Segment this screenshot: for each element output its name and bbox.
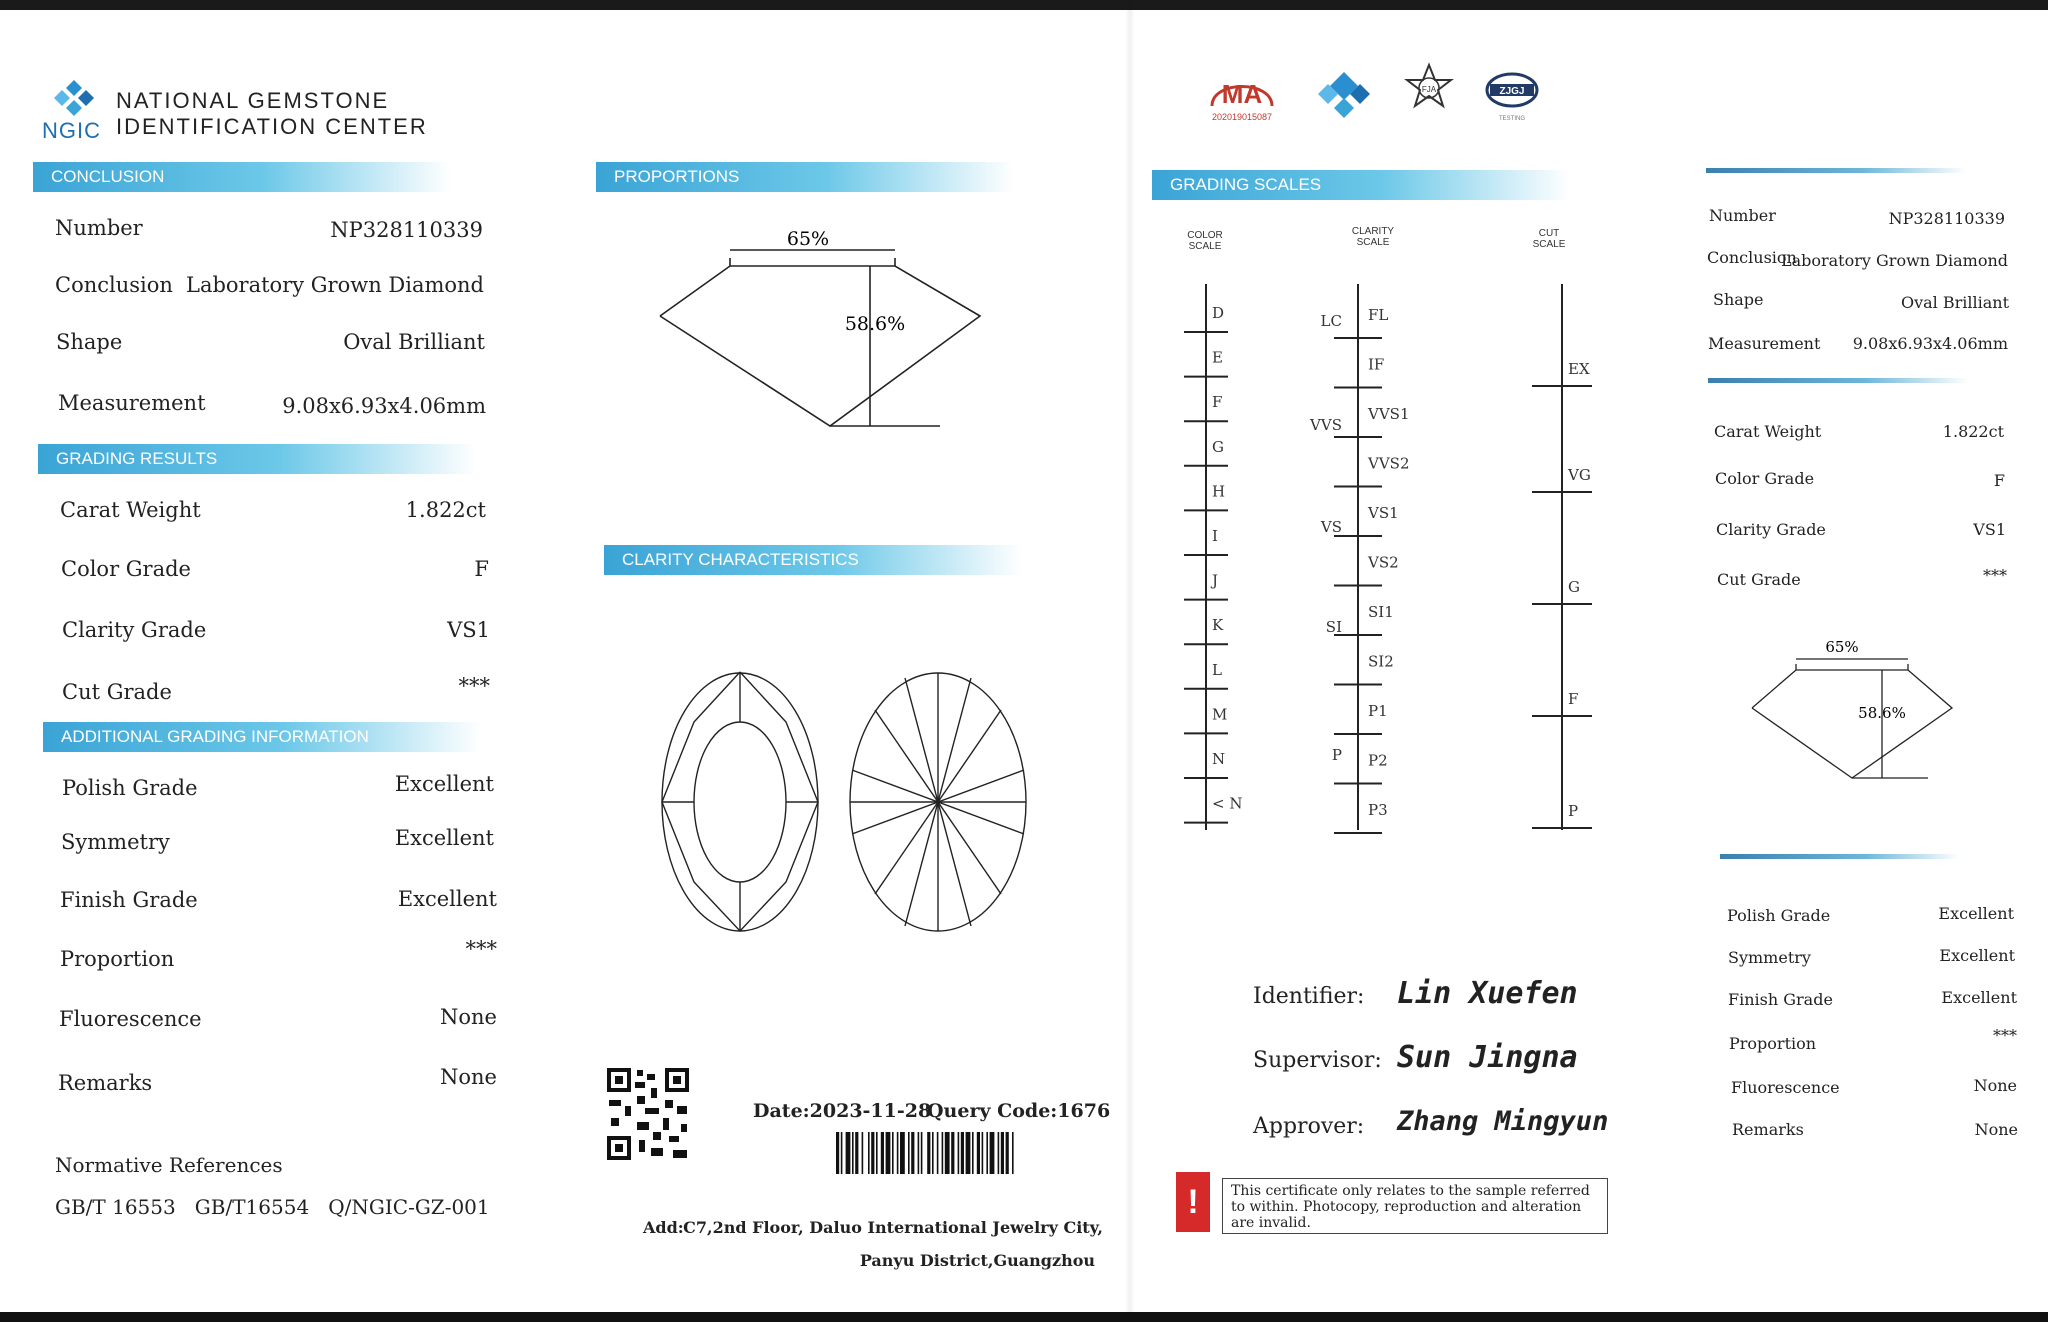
approver-label: Approver:	[1253, 1114, 1365, 1139]
clarity-group-label: VVS	[1310, 416, 1342, 434]
clarity-scale-label: FL	[1368, 306, 1389, 324]
validity-notice	[1176, 1170, 1620, 1242]
color-scale-label: < N	[1212, 794, 1243, 813]
summary-symmetry-value: Excellent	[1939, 946, 2015, 965]
summary-proportion-row	[1729, 1026, 2017, 1058]
polish-grade-value: Excellent	[394, 772, 494, 796]
diamond-logo-icon	[52, 78, 96, 118]
proportion-row	[60, 937, 497, 977]
references-value: GB/T 16553 GB/T16554 Q/NGIC-GZ-001	[55, 1195, 490, 1219]
remarks-label: Remarks	[58, 1071, 153, 1095]
symmetry-row	[61, 826, 494, 860]
summary-polish-row	[1727, 906, 2014, 930]
summary-shape-value: Oval Brilliant	[1900, 293, 2009, 312]
barcode-bar	[868, 1132, 870, 1174]
summary-number-label: Number	[1709, 206, 1776, 225]
summary-clarity-value: VS1	[1973, 520, 2006, 539]
summary-proportions-diagram	[1752, 634, 1952, 784]
barcode-bar	[921, 1132, 923, 1174]
measurement-label: Measurement	[58, 391, 206, 415]
address-line2: Panyu District,Guangzhou	[859, 1251, 1095, 1270]
clarity-plot	[660, 670, 1030, 935]
identifier-label: Identifier:	[1253, 984, 1365, 1009]
address-line1: C7,2nd Floor, Daluo International Jewelry City,	[683, 1218, 1103, 1237]
date-text: Date:2023-11-28	[753, 1100, 932, 1122]
measurement-row	[58, 391, 486, 421]
barcode-bar	[966, 1132, 971, 1174]
center-name-line2: IDENTIFICATION CENTER	[116, 114, 428, 139]
summary-cut-value: ***	[1983, 566, 2007, 585]
shape-label: Shape	[56, 330, 123, 354]
color-scale-label: M	[1212, 705, 1228, 724]
approver-signature: Zhang Mingyun	[1397, 1106, 1609, 1137]
barcode-bar	[937, 1132, 939, 1174]
polish-grade-row	[62, 772, 494, 806]
proportions-header: PROPORTIONS	[596, 162, 1014, 192]
summary-carat-row	[1714, 422, 2004, 446]
clarity-scale-label: IF	[1368, 355, 1385, 374]
clarity-scale-title: CLARITY SCALE	[1351, 226, 1395, 248]
summary-remarks-value: None	[1974, 1120, 2018, 1139]
barcode-bar	[972, 1132, 974, 1174]
barcode-bar	[900, 1132, 905, 1174]
date-query-row	[753, 1100, 1123, 1130]
clarity-scale-label: P2	[1368, 751, 1388, 770]
color-scale-label: J	[1212, 571, 1219, 590]
carat-weight-row	[60, 498, 486, 528]
references-value-row	[55, 1195, 495, 1225]
barcode-bar	[881, 1132, 884, 1174]
barcode-bar	[986, 1132, 988, 1174]
barcode-bar	[876, 1132, 878, 1174]
color-scale-label: F	[1212, 393, 1223, 412]
barcode-bar	[855, 1132, 858, 1174]
cut-scale-label: P	[1568, 802, 1579, 820]
conclusion-row	[55, 273, 484, 303]
summary-clarity-row	[1716, 520, 2006, 544]
summary-proportion-label: Proportion	[1729, 1034, 1817, 1053]
finish-grade-label: Finish Grade	[60, 888, 198, 912]
color-scale-label: L	[1212, 660, 1222, 679]
warning-icon: !	[1176, 1172, 1210, 1232]
center-name-line1: NATIONAL GEMSTONE	[116, 88, 390, 113]
summary-conclusion-value: Laboratory Grown Diamond	[1780, 251, 2008, 270]
barcode-bar	[942, 1132, 944, 1174]
additional-info-header: ADDITIONAL GRADING INFORMATION	[43, 722, 481, 752]
summary-rule-3	[1720, 854, 1960, 859]
clarity-group-label: LC	[1320, 312, 1342, 330]
cut-scale-label: VG	[1568, 466, 1591, 484]
depth-percent: 58.6%	[844, 313, 906, 335]
clarity-scale-label: VVS2	[1368, 454, 1410, 473]
cut-scale-title: CUT SCALE	[1532, 228, 1566, 250]
grading-scales-figure	[1170, 282, 1610, 842]
zjgj-logo	[1482, 68, 1542, 124]
barcode-bar	[852, 1132, 854, 1174]
summary-measurement-value: 9.08x6.93x4.06mm	[1852, 334, 2008, 353]
qr-code-icon[interactable]	[605, 1066, 691, 1162]
proportions-diagram	[660, 226, 980, 436]
clarity-group-label: VS	[1320, 518, 1342, 536]
summary-measurement-row	[1708, 334, 2008, 358]
clarity-scale-label: P1	[1368, 702, 1388, 720]
carat-weight-value: 1.822ct	[405, 498, 486, 522]
address-line1-row	[643, 1218, 1103, 1248]
cut-scale-label: F	[1568, 690, 1579, 708]
barcode-bar	[961, 1132, 964, 1174]
summary-carat-value: 1.822ct	[1942, 422, 2004, 441]
svg-text:ZJGJ: ZJGJ	[1499, 86, 1525, 97]
fluorescence-row	[59, 1007, 497, 1037]
svg-text:202019015087: 202019015087	[1211, 112, 1273, 122]
shape-row	[56, 330, 485, 360]
identifier-signature: Lin Xuefen	[1397, 976, 1578, 1011]
top-edge	[0, 0, 2048, 10]
barcode-bar	[1001, 1132, 1004, 1174]
proportion-value: ***	[465, 937, 497, 961]
references-label-row	[55, 1153, 475, 1183]
summary-shape-label: Shape	[1713, 290, 1764, 309]
barcode-bar	[897, 1132, 899, 1174]
grading-scales-header: GRADING SCALES	[1152, 170, 1570, 200]
cut-scale-label: EX	[1568, 360, 1590, 378]
clarity-grade-row	[62, 618, 490, 648]
summary-color-label: Color Grade	[1715, 469, 1815, 488]
summary-clarity-label: Clarity Grade	[1716, 520, 1826, 539]
address-label: Add:	[643, 1218, 684, 1237]
polish-grade-label: Polish Grade	[62, 776, 198, 800]
color-grade-row	[61, 557, 489, 587]
barcode-bar	[998, 1132, 1000, 1174]
symmetry-value: Excellent	[394, 826, 494, 850]
barcode-bar	[990, 1132, 995, 1174]
supervisor-signature: Sun Jingna	[1397, 1040, 1578, 1075]
barcode-bar	[951, 1132, 954, 1174]
svg-text:FJA: FJA	[1421, 85, 1437, 94]
color-scale-label: E	[1212, 348, 1223, 367]
summary-conclusion-label: Conclusion	[1707, 248, 1797, 267]
barcode-bar	[862, 1132, 864, 1174]
clarity-scale-label: VVS1	[1368, 405, 1410, 423]
cut-grade-label: Cut Grade	[62, 680, 172, 704]
summary-table-percent: 65%	[1825, 638, 1859, 656]
color-scale-label: D	[1212, 304, 1225, 322]
summary-fluorescence-value: None	[1973, 1076, 2017, 1095]
number-row	[55, 216, 483, 246]
svg-text:MA: MA	[1221, 79, 1263, 109]
color-scale-label: N	[1212, 750, 1226, 768]
clarity-grade-value: VS1	[447, 618, 490, 642]
clarity-scale-label: P3	[1368, 801, 1388, 819]
symmetry-label: Symmetry	[61, 830, 170, 854]
barcode-bar	[932, 1132, 934, 1174]
conclusion-value: Laboratory Grown Diamond	[186, 273, 484, 297]
summary-number-row	[1709, 206, 2005, 230]
cut-scale-label: G	[1568, 578, 1580, 596]
number-value: NP328110339	[330, 218, 483, 242]
barcode	[836, 1132, 1081, 1174]
barcode-bar	[871, 1132, 874, 1174]
clarity-grade-label: Clarity Grade	[62, 618, 207, 642]
svg-text:TESTING: TESTING	[1498, 116, 1526, 122]
summary-finish-row	[1728, 990, 2017, 1014]
barcode-bar	[841, 1132, 843, 1174]
remarks-value: None	[440, 1065, 497, 1089]
summary-color-value: F	[1993, 471, 2005, 490]
summary-symmetry-label: Symmetry	[1728, 948, 1811, 967]
barcode-bar	[908, 1132, 910, 1174]
color-scale-label: K	[1212, 616, 1224, 635]
supervisor-label: Supervisor:	[1253, 1048, 1382, 1073]
summary-symmetry-row	[1728, 948, 2015, 972]
barcode-bar	[1012, 1132, 1014, 1174]
summary-finish-value: Excellent	[1941, 988, 2017, 1007]
page-fold	[1125, 0, 1135, 1322]
fja-logo	[1404, 62, 1454, 116]
summary-rule-2	[1708, 378, 1968, 383]
ngic-diamond-logo-icon	[1314, 68, 1374, 120]
cut-grade-value: ***	[458, 674, 490, 698]
cut-grade-row	[62, 674, 490, 710]
summary-shape-row	[1713, 290, 2009, 314]
summary-cut-label: Cut Grade	[1717, 570, 1801, 589]
barcode-bar	[945, 1132, 950, 1174]
barcode-bar	[927, 1132, 930, 1174]
summary-remarks-label: Remarks	[1732, 1120, 1804, 1139]
clarity-characteristics-header: CLARITY CHARACTERISTICS	[604, 545, 1022, 575]
clarity-group-label: P	[1331, 746, 1342, 764]
barcode-bar	[886, 1132, 891, 1174]
summary-carat-label: Carat Weight	[1714, 422, 1822, 441]
proportion-label: Proportion	[60, 947, 175, 971]
summary-polish-label: Polish Grade	[1727, 906, 1831, 925]
cma-logo	[1206, 70, 1278, 126]
color-scale-title: COLOR SCALE	[1187, 230, 1223, 252]
summary-proportion-value: ***	[1993, 1026, 2017, 1045]
grading-results-header: GRADING RESULTS	[38, 444, 476, 474]
clarity-group-label: SI	[1325, 618, 1342, 636]
notice-text: This certificate only relates to the sample referred to within. Photocopy, reproduction and alteration are invalid.	[1222, 1178, 1608, 1234]
barcode-bar	[892, 1132, 894, 1174]
clarity-scale-label: VS2	[1368, 553, 1399, 572]
carat-weight-label: Carat Weight	[60, 498, 201, 522]
barcode-bar	[977, 1132, 980, 1174]
clarity-scale-label: SI1	[1368, 603, 1394, 621]
summary-fluorescence-row	[1731, 1078, 2017, 1102]
barcode-bar	[958, 1132, 960, 1174]
remarks-row	[58, 1065, 497, 1101]
summary-cut-row	[1717, 566, 2007, 594]
barcode-bar	[911, 1132, 914, 1174]
summary-remarks-row	[1732, 1120, 2018, 1144]
color-scale-label: G	[1212, 437, 1224, 456]
measurement-value: 9.08x6.93x4.06mm	[282, 394, 486, 418]
summary-depth-percent: 58.6%	[1858, 704, 1906, 722]
finish-grade-row	[60, 888, 497, 918]
fluorescence-label: Fluorescence	[59, 1007, 202, 1031]
references-label: Normative References	[55, 1153, 283, 1177]
shape-value: Oval Brilliant	[343, 330, 485, 354]
color-grade-value: F	[474, 557, 489, 581]
fluorescence-value: None	[440, 1005, 497, 1029]
address-line2-row	[643, 1251, 1095, 1281]
profile-outline	[660, 266, 980, 426]
summary-number-value: NP328110339	[1888, 209, 2005, 228]
conclusion-header: CONCLUSION	[33, 162, 451, 192]
table-percent: 65%	[786, 228, 830, 250]
summary-finish-label: Finish Grade	[1728, 990, 1833, 1009]
finish-grade-value: Excellent	[397, 887, 497, 911]
color-scale-label: I	[1212, 527, 1218, 545]
clarity-scale-label: SI2	[1368, 652, 1394, 671]
barcode-bar	[846, 1132, 851, 1174]
query-code-text: Query Code:1676	[927, 1100, 1111, 1122]
barcode-bar	[982, 1132, 984, 1174]
summary-measurement-label: Measurement	[1708, 334, 1821, 353]
number-label: Number	[55, 216, 143, 240]
clarity-scale-label: VS1	[1368, 504, 1399, 522]
logo-abbreviation: NGIC	[42, 118, 101, 143]
summary-conclusion-row	[1707, 248, 2008, 272]
summary-polish-value: Excellent	[1938, 904, 2014, 923]
barcode-bar	[918, 1132, 920, 1174]
summary-color-row	[1715, 469, 2005, 493]
barcode-bar	[836, 1132, 839, 1174]
barcode-bar	[1006, 1132, 1009, 1174]
summary-rule-1	[1706, 168, 1966, 173]
bottom-edge	[0, 1312, 2048, 1322]
color-scale-label: H	[1212, 482, 1226, 501]
summary-fluorescence-label: Fluorescence	[1731, 1078, 1840, 1097]
conclusion-label: Conclusion	[55, 273, 173, 297]
color-grade-label: Color Grade	[61, 557, 191, 581]
